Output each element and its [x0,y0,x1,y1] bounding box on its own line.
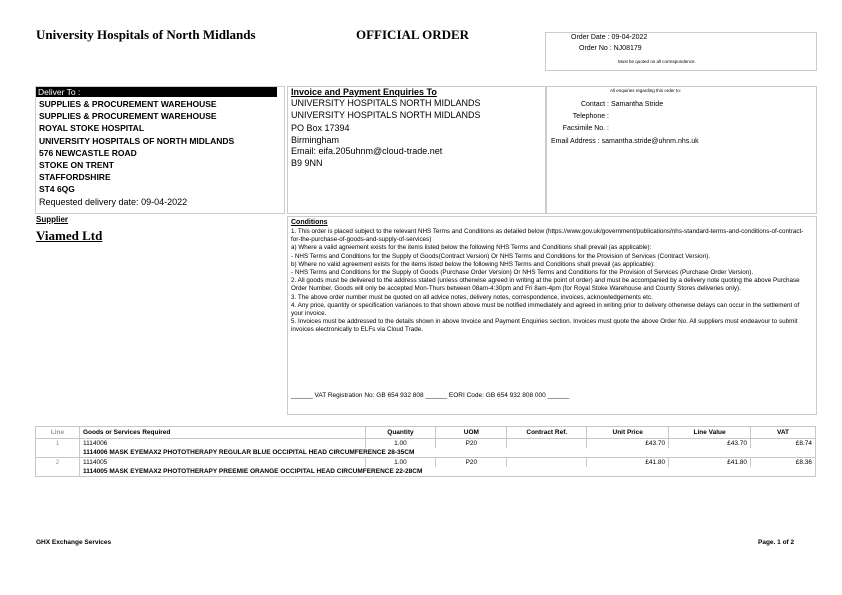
deliver-address-line: SUPPLIES & PROCUREMENT WAREHOUSE [39,111,217,122]
invoice-address-line: Birmingham [291,134,340,145]
cell-vat: £8.74 [751,439,816,449]
condition-paragraph: 4. Any price, quantity or specification variances to that shown above must be notified immediately and agreed in writing prior to delivery otherwise delays can occur in the settlement of your invoice. [291,301,800,318]
cell-line: 1 [36,439,80,449]
deliver-address-line: 576 NEWCASTLE ROAD [39,147,137,158]
header-line-value: Line Value [669,427,751,439]
table-header-row [36,427,816,439]
email-value[interactable]: samantha.stride@uhnm.nhs.uk [601,138,699,145]
cell-empty [36,448,80,458]
organisation-title: University Hospitals of North Midlands [36,27,256,42]
cell-unit-price: £41.80 [587,458,669,468]
page-number: Page. 1 of 2 [758,539,795,546]
header-quantity: Quantity [365,427,436,439]
conditions-title: Conditions [291,219,328,226]
condition-paragraph: - NHS Terms and Conditions for the Supply of Goods(Contract Version) Or NHS Terms and Conditions for the Provision of Services (Contract Version). [291,252,711,260]
deliver-address-line: UNIVERSITY HOSPITALS OF NORTH MIDLANDS [39,135,235,146]
cell-code: 1114005 [79,458,365,468]
cell-uom: P20 [436,439,507,449]
email-label: Email Address : [551,138,600,145]
condition-paragraph: - NHS Terms and Conditions for the Supply of Goods (Purchase Order Version) Or NHS Terms and Conditions for the Provision of Services (Purchase Order Version). [291,269,754,277]
deliver-address-line: STAFFORDSHIRE [39,172,111,183]
invoice-address [291,98,481,169]
cell-line: 2 [36,458,80,468]
fax-label: Facsimile No. : [562,125,609,132]
condition-paragraph: 5. Invoices must be addressed to the details shown in above Invoice and Payment Enquiries section. Invoices must quote the above Order No. All suppliers must endeavour to submit invoices electronically to ELFs via Cloud Trade. [291,318,798,334]
invoice-label: Invoice and Payment Enquiries To [291,87,437,97]
invoice-address-line: Email: eifa.205uhnm@cloud-trade.net [291,146,443,156]
condition-paragraph: 3. The above order number must be quoted on all advice notes, delivery notes, correspondence, invoices, acknowledgements etc. [291,293,653,301]
cell-empty [36,467,80,477]
deliver-address-line: SUPPLIES & PROCUREMENT WAREHOUSE [39,99,217,109]
table-row [36,458,816,468]
table-row [36,439,816,449]
cell-quantity: 1.00 [365,439,436,449]
conditions-text [291,228,811,335]
cell-contract-ref [507,458,587,468]
contact-value: Samantha Stride [610,101,664,108]
cell-line-value: £41.80 [669,458,751,468]
cell-line-value: £43.70 [669,439,751,449]
header-unit-price: Unit Price [587,427,669,439]
header-vat: VAT [751,427,816,439]
supplier-name: Viamed Ltd [36,228,103,243]
contact-row [574,101,663,108]
cell-contract-ref [507,439,587,449]
cell-unit-price: £43.70 [587,439,669,449]
email-row [551,138,699,145]
telephone-row [549,113,609,120]
cell-uom: P20 [436,458,507,468]
order-lines-table [35,426,816,477]
conditions-box [287,216,817,415]
enquiries-box [545,86,817,214]
table-row-description [36,448,816,458]
condition-paragraph: a) Where a valid agreement exists for the items listed below the following NHS Terms and Conditions shall prevail (as applicable): [291,244,652,252]
vat-registration-line: ______ VAT Registration No: GB 654 932 808 ______ EORI Code: GB 654 932 808 000 ______ [291,392,570,399]
invoice-address-line: UNIVERSITY HOSPITALS NORTH MIDLANDS [291,98,481,108]
supplier-label: Supplier [36,215,69,224]
header-uom: UOM [436,427,507,439]
fax-row [549,125,609,132]
contact-label: Contact : [580,101,609,108]
condition-paragraph: 1. This order is placed subject to the relevant NHS Terms and Conditions as detailed below (https://www.gov.uk/government/publications/nhs-standard-terms-and-conditions-of-contract-for-the-purchase-of-goods-and-supply-of-services) [291,228,804,244]
cell-vat: £8.36 [751,458,816,468]
order-date: Order Date : 09-04-2022 [571,34,648,41]
invoice-address-line: UNIVERSITY HOSPITALS NORTH MIDLANDS [291,109,481,120]
condition-paragraph: 2. All goods must be delivered to the address stated (unless otherwise agreed in writing at the point of order) and must be accompanied by a delivery note quoting the above Purchase Order Number. Goods will only be accepted Mon-Thurs between 08am-4:30pm and Fri 8am-4pm (for Royal Stoke Warehouse and County Stores deliveries only). [291,277,800,293]
requested-delivery-date: Requested delivery date: 09-04-2022 [39,197,188,207]
header-goods: Goods or Services Required [79,427,365,439]
order-info-box [545,32,817,71]
deliver-address-line: ROYAL STOKE HOSPITAL [39,123,145,134]
document-title: OFFICIAL ORDER [356,27,470,42]
table-row-description [36,467,816,477]
invoice-box [287,86,547,214]
cell-description: 1114006 MASK EYEMAX2 PHOTOTHERAPY REGULAR BLUE OCCIPITAL HEAD CIRCUMFERENCE 28-35CM [79,448,815,458]
cell-code: 1114006 [79,439,365,449]
deliver-address-line: ST4 6QG [39,184,75,195]
cell-description: 1114005 MASK EYEMAX2 PHOTOTHERAPY PREEMIE ORANGE OCCIPITAL HEAD CIRCUMFERENCE 22-28CM [79,467,815,477]
cell-quantity: 1.00 [365,458,436,468]
invoice-address-line: B9 9NN [291,157,323,168]
order-note: Must be quoted on all correspondence. [618,59,696,64]
header-contract-ref: Contract Ref. [507,427,587,439]
header-line: Line [36,427,80,439]
footer-provider: GHX Exchange Services [36,539,112,546]
deliver-to-box [35,86,285,214]
deliver-address [39,98,234,196]
enquiries-note: All enquiries regarding this order to: [610,88,682,93]
condition-paragraph: b) Where no valid agreement exists for the items listed below the following NHS Terms and Conditions shall prevail (as applicable): [291,260,655,268]
order-number: Order No : NJ08179 [579,45,642,52]
deliver-to-label: Deliver To : [36,87,277,97]
deliver-address-line: STOKE ON TRENT [39,160,114,171]
telephone-label: Telephone : [572,113,609,120]
invoice-address-line: PO Box 17394 [291,123,350,133]
